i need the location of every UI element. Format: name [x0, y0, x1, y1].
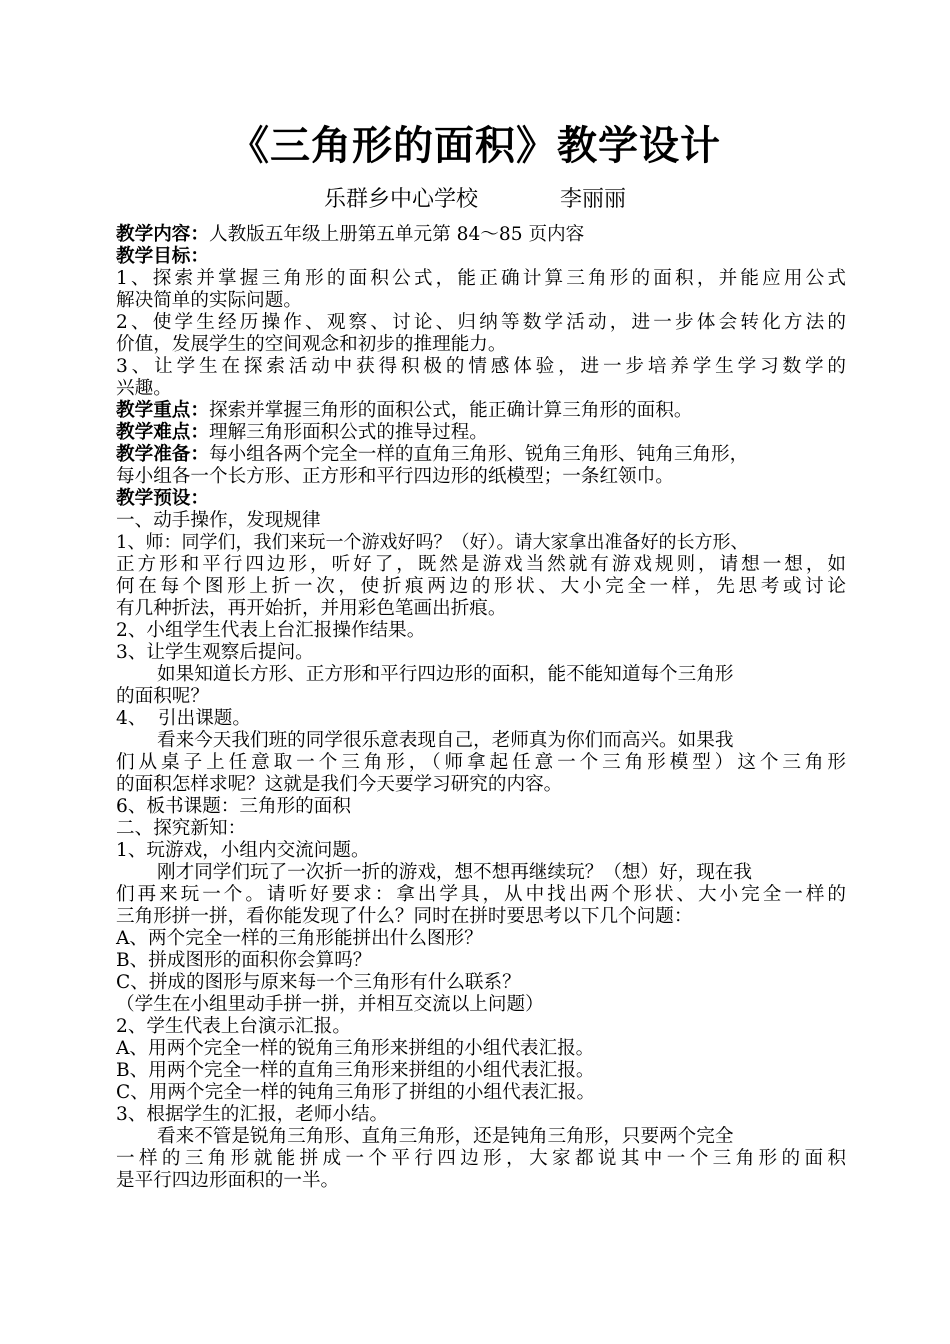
paragraph-line: 3、让学生观察后提问。: [116, 642, 314, 663]
section-label: 教学内容：: [116, 224, 209, 245]
teaching-content: [116, 224, 846, 246]
section-label: 教学难点：: [116, 422, 209, 443]
section-text: 探索并掌握三角形的面积公式，能正确计算三角形的面积。: [208, 400, 693, 421]
paragraph-line: 解决简单的实际问题。: [116, 290, 302, 311]
section-label: 教学预设：: [116, 488, 209, 509]
paragraph-line: 价值，发展学生的空间观念和初步的推理能力。: [116, 334, 507, 355]
author-name: 李丽丽: [560, 187, 627, 212]
question-item: C、拼成的图形与原来每一个三角形有什么联系？: [116, 972, 521, 993]
report-item: C、用两个完全一样的钝角三角形了拼组的小组代表汇报。: [116, 1082, 596, 1103]
paragraph-line: 的面积怎样求呢？这就是我们今天要学习研究的内容。: [116, 774, 563, 795]
paragraph-line: 2、小组学生代表上台汇报操作结果。: [116, 620, 426, 641]
section-text: 人教版五年级上册第五单元第 84～85 页内容: [208, 224, 585, 245]
document-body: [116, 224, 846, 1192]
paragraph-line: [116, 708, 846, 730]
paragraph-line: 是平行四边形面积的一半。: [116, 1170, 340, 1191]
paragraph-line: 的面积呢？: [116, 686, 209, 707]
paragraph-line: 三角形拼一拼，看你能发现了什么？同时在拼时要思考以下几个问题：: [116, 906, 693, 927]
paragraph-line: 2、学生代表上台演示汇报。: [116, 1016, 351, 1037]
paragraph-line: 看来不管是锐角三角形、直角三角形，还是钝角三角形，只要两个完全: [157, 1126, 734, 1147]
page-title: 《三角形的面积》教学设计: [229, 122, 721, 169]
key-point: [116, 400, 846, 422]
paragraph-line: 1、玩游戏，小组内交流问题。: [116, 840, 370, 861]
teaching-goals-heading: [116, 246, 846, 268]
section-label: 教学目标：: [116, 246, 209, 267]
paragraph-line: 看来今天我们班的同学很乐意表现自己，老师真为你们而高兴。如果我: [157, 730, 734, 751]
paragraph-line: （学生在小组里动手拼一拼，并相互交流以上问题）: [116, 994, 544, 1015]
paragraph-line: 们再来玩一个。请听好要求：拿出学具，从中找出两个形状、大小完全一样的: [116, 884, 846, 905]
section-label: 教学重点：: [116, 400, 209, 421]
paragraph-line: 们从桌子上任意取一个三角形，（师拿起任意一个三角形模型）这个三角形: [116, 752, 846, 773]
paragraph-line: 正方形和平行四边形，听好了，既然是游戏当然就有游戏规则，请想一想，如: [116, 554, 846, 575]
step-text: 引出课题。: [158, 708, 251, 729]
school-name: 乐群乡中心学校: [323, 187, 478, 212]
paragraph-line: 6、板书课题：三角形的面积: [116, 796, 351, 817]
process-heading: [116, 488, 846, 510]
author-line: [0, 180, 950, 220]
part-heading: 二、探究新知：: [116, 818, 247, 839]
paragraph-line: 如果知道长方形、正方形和平行四边形的面积，能不能知道每个三角形: [157, 664, 734, 685]
paragraph-line: 2、使学生经历操作、观察、讨论、归纳等数学活动，进一步体会转化方法的: [116, 312, 846, 333]
preparation: [116, 444, 846, 466]
step-number: 4、: [116, 708, 147, 729]
paragraph-line: 3、让学生在探索活动中获得积极的情感体验，进一步培养学生学习数学的: [116, 356, 846, 377]
paragraph-line: 有几种折法，再开始折，并用彩色笔画出折痕。: [116, 598, 507, 619]
question-item: B、拼成图形的面积你会算吗？: [116, 950, 372, 971]
section-text: 每小组各两个完全一样的直角三角形、锐角三角形、钝角三角形，: [208, 444, 749, 465]
difficulty: [116, 422, 846, 444]
paragraph-line: 1、探索并掌握三角形的面积公式，能正确计算三角形的面积，并能应用公式: [116, 268, 846, 289]
section-text: 理解三角形面积公式的推导过程。: [208, 422, 488, 443]
paragraph-line: 3、根据学生的汇报，老师小结。: [116, 1104, 389, 1125]
section-label: 教学准备：: [116, 444, 209, 465]
part-heading: 一、动手操作，发现规律: [116, 510, 321, 531]
paragraph-line: 1、师：同学们，我们来玩一个游戏好吗？（好）。请大家拿出准备好的长方形、: [116, 532, 749, 553]
paragraph-line: 每小组各一个长方形、正方形和平行四边形的纸模型；一条红领巾。: [116, 466, 674, 487]
paragraph-line: 刚才同学们玩了一次折一折的游戏，想不想再继续玩？（想）好，现在我: [157, 862, 753, 883]
question-item: A、两个完全一样的三角形能拼出什么图形？: [116, 928, 483, 949]
paragraph-line: 兴趣。: [116, 378, 172, 399]
paragraph-line: 一样的三角形就能拼成一个平行四边形，大家都说其中一个三角形的面积: [116, 1148, 846, 1169]
paragraph-line: 何在每个图形上折一次，使折痕两边的形状、大小完全一样，先思考或讨论: [116, 576, 846, 597]
report-item: B、用两个完全一样的直角三角形来拼组的小组代表汇报。: [116, 1060, 595, 1081]
report-item: A、用两个完全一样的锐角三角形来拼组的小组代表汇报。: [116, 1038, 595, 1059]
